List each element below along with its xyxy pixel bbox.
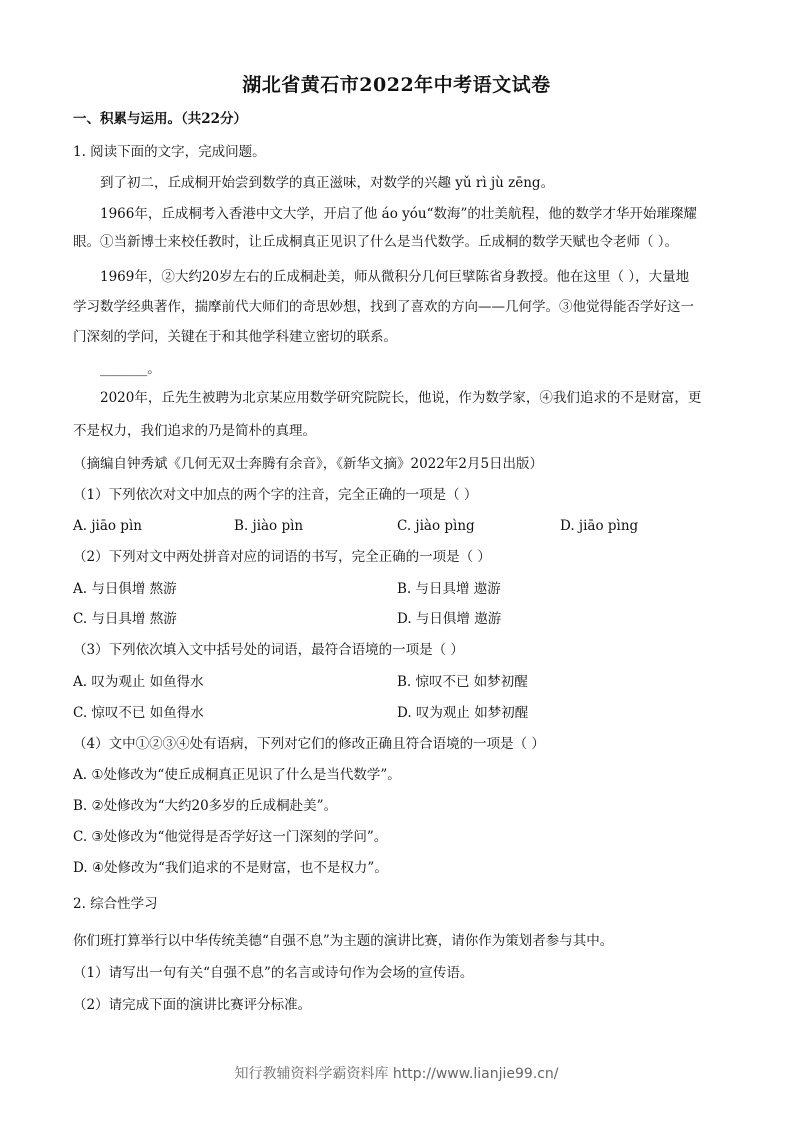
subquestion-3-options-row2 — [73, 704, 723, 722]
section-heading: 一、积累与运用。（共22分） — [73, 111, 248, 127]
subquestion-2-stem: （2）下列对文中两处拼音对应的词语的书写，完全正确的一项是（ ） — [73, 549, 491, 565]
option-b: B. 惊叹不已 如梦初醒 — [397, 674, 528, 690]
option-d: D. 与日俱增 遨游 — [397, 611, 502, 627]
subquestion-3-stem: （3）下列依次填入文中括号处的词语，最符合语境的一项是（ ） — [73, 642, 464, 658]
subquestion-4-option-b: B. ②处修改为“大约20多岁的丘成桐赴美”。 — [73, 798, 338, 814]
option-c: C. jiào pìng — [397, 518, 475, 534]
subquestion-1-options — [73, 517, 723, 535]
option-b: B. 与日具增 遨游 — [397, 581, 501, 597]
passage-blank-line: _______。 — [100, 361, 161, 377]
option-a: A. 与日俱增 熬游 — [73, 581, 177, 597]
passage-paragraph-1: 到了初二，丘成桐开始尝到数学的真正滋味，对数学的兴趣 yǔ rì jù zēng。 — [100, 175, 555, 191]
option-a: A. jiāo pìn — [73, 518, 142, 534]
option-a: A. 叹为观止 如鱼得水 — [73, 674, 204, 690]
option-c: C. 与日具增 熬游 — [73, 611, 177, 627]
subquestion-2-options-row2 — [73, 610, 723, 628]
passage-paragraph-5a: 2020年，丘先生被聘为北京某应用数学研究院院长，他说，作为数学家，④我们追求的不是财富，更 — [100, 390, 702, 406]
question-2-subquestion-1: （1）请写出一句有关“自强不息”的名言或诗句作为会场的宣传语。 — [73, 965, 474, 981]
question-1-stem: 1. 阅读下面的文字，完成问题。 — [73, 144, 266, 160]
passage-paragraph-2b: 眼。①当新博士来校任教时，让丘成桐真正见识了什么是当代数学。丘成桐的数学天赋也令老师（ ）。 — [73, 234, 679, 250]
passage-paragraph-3a: 1969年，②大约20岁左右的丘成桐赴美，师从微积分几何巨擘陈省身教授。他在这里（ ），大量地 — [100, 269, 690, 285]
question-2-stem: 2. 综合性学习 — [73, 896, 158, 912]
passage-source: （摘编自钟秀斌《几何无双士奔腾有余音》，《新华文摘》2022年2月5日出版） — [73, 456, 544, 472]
page-title: 湖北省黄石市2022年中考语文试卷 — [242, 74, 551, 96]
passage-paragraph-3c: 门深刻的学问，关键在于和其他学科建立密切的联系。 — [73, 329, 397, 345]
subquestion-1-stem: （1）下列依次对文中加点的两个字的注音，完全正确的一项是（ ） — [73, 487, 478, 503]
passage-paragraph-5b: 不是权力，我们追求的乃是简朴的真理。 — [73, 423, 316, 439]
passage-paragraph-3b: 学习数学经典著作，揣摩前代大师们的奇思妙想，找到了喜欢的方向——几何学。③他觉得能否学好这一 — [73, 299, 694, 315]
subquestion-4-option-d: D. ④处修改为“我们追求的不是财富，也不是权力”。 — [73, 860, 388, 876]
option-b: B. jiào pìn — [234, 518, 304, 534]
subquestion-3-options-row1 — [73, 673, 723, 691]
option-d: D. jiāo pìng — [560, 518, 639, 534]
subquestion-4-option-a: A. ①处修改为“使丘成桐真正见识了什么是当代数学”。 — [73, 767, 401, 783]
option-c: C. 惊叹不已 如鱼得水 — [73, 705, 204, 721]
footer-watermark: 知行教辅资料学霸资料库 http://www.lianjie99.cn/ — [234, 1066, 559, 1082]
subquestion-2-options-row1 — [73, 580, 723, 598]
subquestion-4-option-c: C. ③处修改为“他觉得是否学好这一门深刻的学问”。 — [73, 829, 388, 845]
passage-paragraph-2a: 1966年，丘成桐考入香港中文大学，开启了他 áo yóu“数海”的壮美航程，他的数学才华开始璀璨耀 — [100, 206, 697, 222]
question-2-intro: 你们班打算举行以中华传统美德“自强不息”为主题的演讲比赛，请你作为策划者参与其中。 — [73, 933, 614, 949]
subquestion-4-stem: （4）文中①②③④处有语病，下列对它们的修改正确且符合语境的一项是（ ） — [73, 736, 545, 752]
question-2-subquestion-2: （2）请完成下面的演讲比赛评分标准。 — [73, 997, 312, 1013]
option-d: D. 叹为观止 如梦初醒 — [397, 705, 529, 721]
